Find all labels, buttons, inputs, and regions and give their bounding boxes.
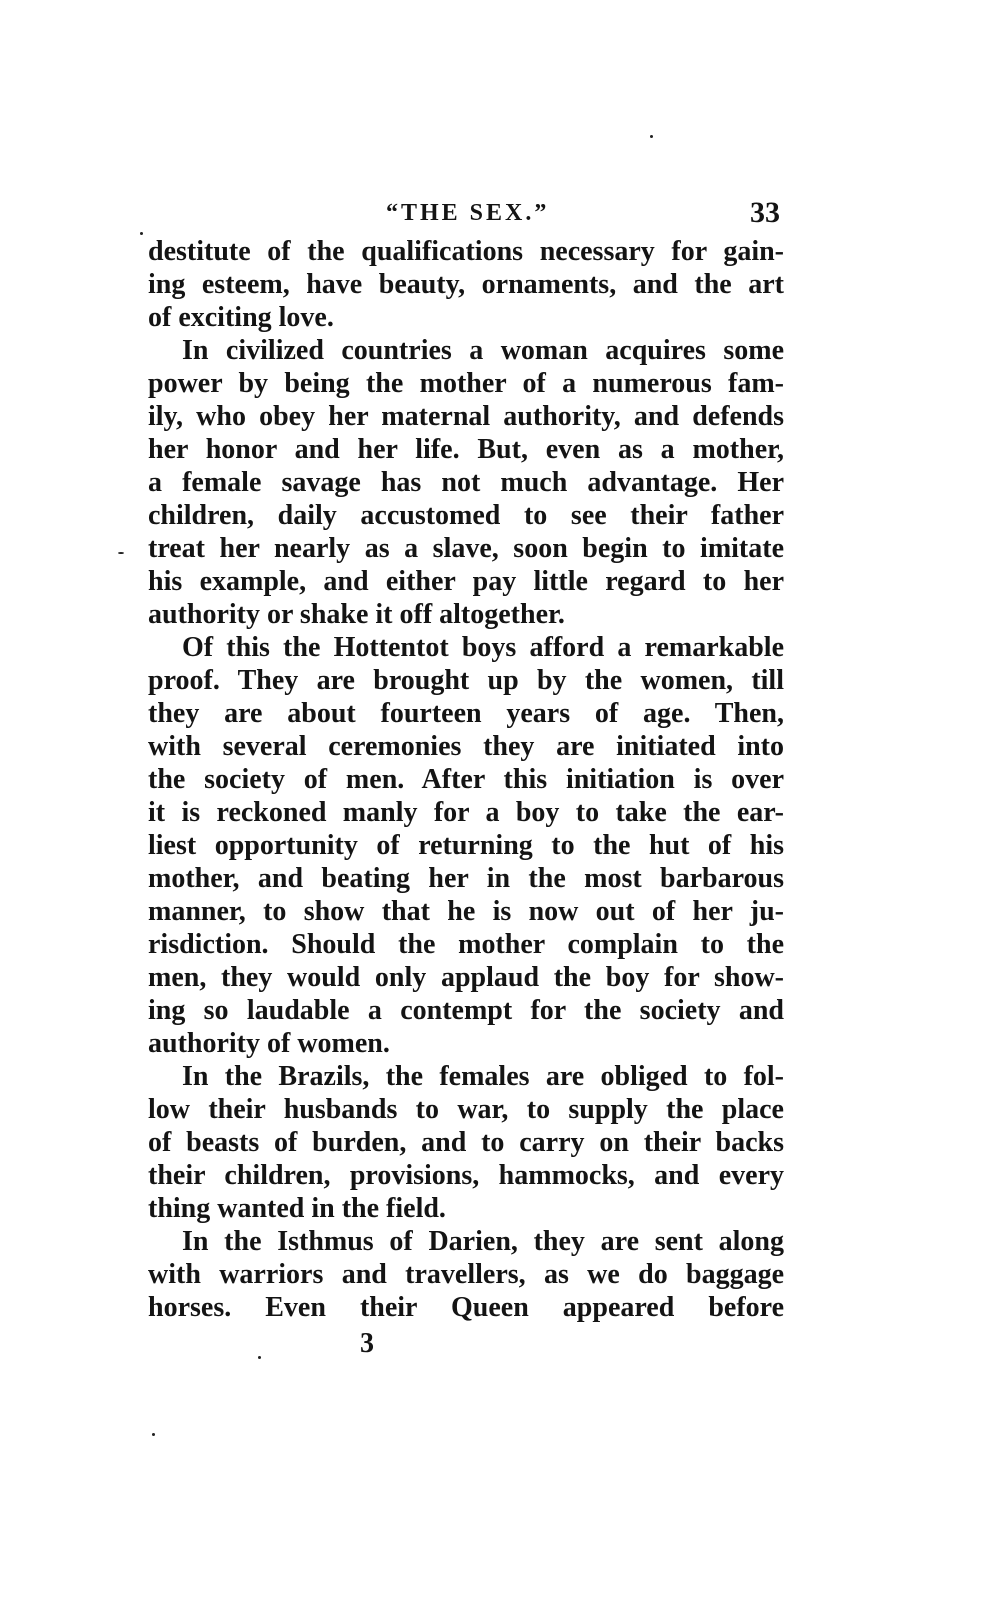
text-line: thing wanted in the field. xyxy=(148,1193,446,1224)
text-line: authority of women. xyxy=(148,1028,390,1059)
print-speck xyxy=(152,1433,155,1436)
text-line: mother, and beating her in the most barbarous xyxy=(148,863,784,894)
signature-mark: 3 xyxy=(360,1328,374,1359)
text-line: of exciting love. xyxy=(148,302,334,333)
text-line: treat her nearly as a slave, soon begin to imitate xyxy=(148,533,784,564)
text-line: it is reckoned manly for a boy to take the ear- xyxy=(148,797,784,828)
print-speck xyxy=(118,552,124,554)
text-line: Of this the Hottentot boys afford a remarkable xyxy=(182,632,784,663)
print-speck xyxy=(650,135,653,138)
text-line: In civilized countries a woman acquires some xyxy=(182,335,784,366)
text-line: risdiction. Should the mother complain to the xyxy=(148,929,784,960)
page-number: 33 xyxy=(750,196,780,229)
text-line: her honor and her life. But, even as a mother, xyxy=(148,434,784,465)
text-line: their children, provisions, hammocks, and every xyxy=(148,1160,784,1191)
running-head xyxy=(150,196,782,236)
print-speck xyxy=(140,232,143,235)
text-line: authority or shake it off altogether. xyxy=(148,599,565,630)
text-line: liest opportunity of returning to the hut of his xyxy=(148,830,784,861)
text-line: destitute of the qualifications necessary for gain- xyxy=(148,236,784,267)
text-line: low their husbands to war, to supply the place xyxy=(148,1094,784,1125)
text-line: ily, who obey her maternal authority, and defends xyxy=(148,401,784,432)
text-line: In the Brazils, the females are obliged to fol- xyxy=(182,1061,784,1092)
text-line: with several ceremonies they are initiated into xyxy=(148,731,784,762)
print-speck xyxy=(258,1356,261,1359)
body-text xyxy=(148,235,784,1324)
text-line: of beasts of burden, and to carry on their backs xyxy=(148,1127,784,1158)
text-line: manner, to show that he is now out of her ju- xyxy=(148,896,784,927)
text-line: they are about fourteen years of age. Then, xyxy=(148,698,784,729)
text-line: his example, and either pay little regard to her xyxy=(148,566,784,597)
running-title: “THE SEX.” xyxy=(386,200,550,226)
text-line: the society of men. After this initiation is over xyxy=(148,764,784,795)
text-line: In the Isthmus of Darien, they are sent along xyxy=(182,1226,784,1257)
text-line: a female savage has not much advantage. Her xyxy=(148,467,784,498)
text-line: with warriors and travellers, as we do baggage xyxy=(148,1259,784,1290)
text-line: children, daily accustomed to see their father xyxy=(148,500,784,531)
text-line: ing so laudable a contempt for the society and xyxy=(148,995,784,1026)
text-line: horses. Even their Queen appeared before xyxy=(148,1292,784,1323)
text-line: men, they would only applaud the boy for show- xyxy=(148,962,784,993)
text-line: proof. They are brought up by the women, till xyxy=(148,665,784,696)
text-line: power by being the mother of a numerous fam- xyxy=(148,368,784,399)
text-line: ing esteem, have beauty, ornaments, and the art xyxy=(148,269,784,300)
